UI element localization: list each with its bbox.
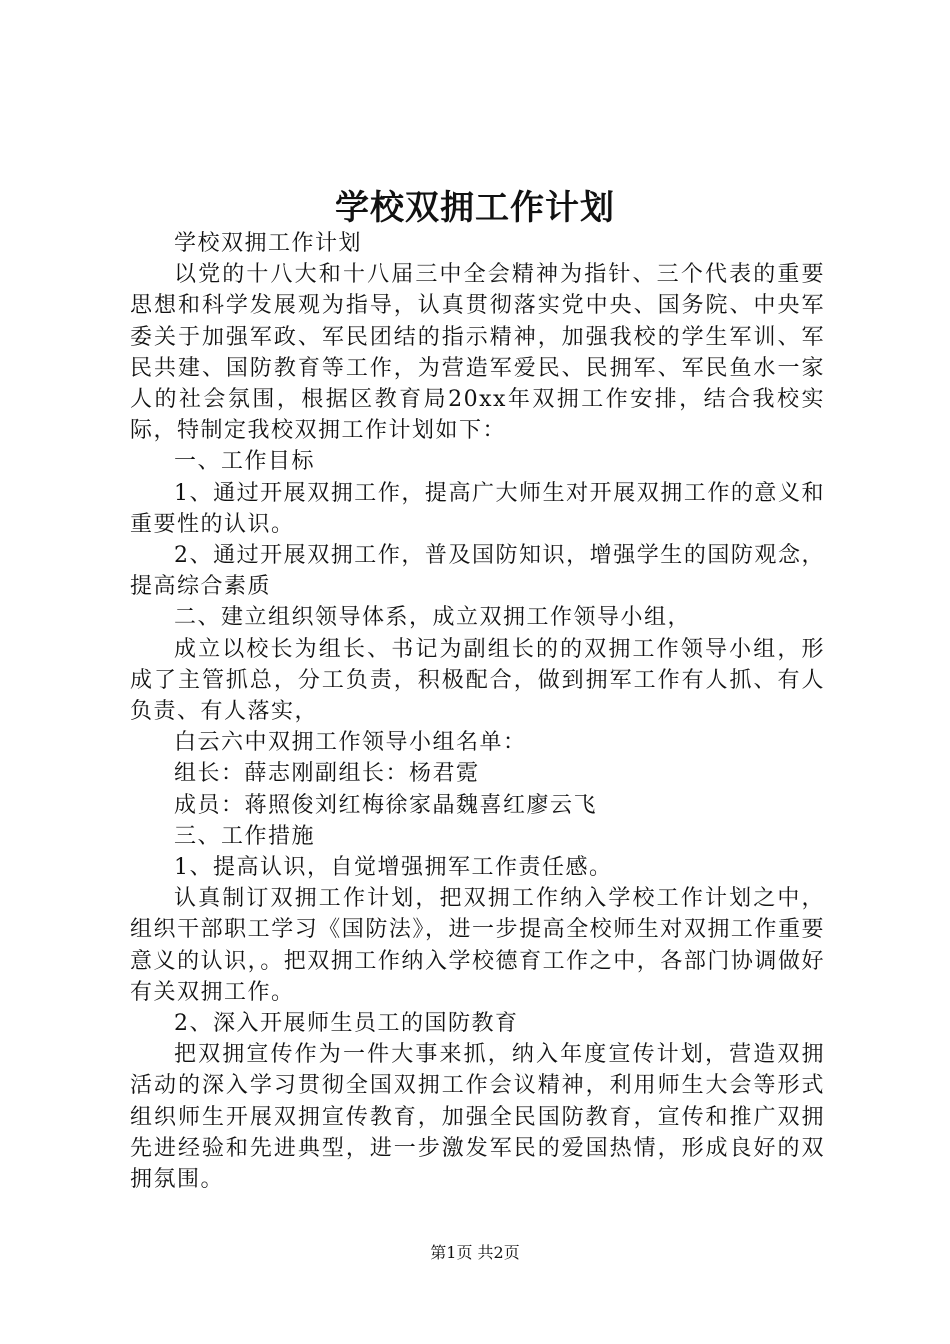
paragraph-organization: 成立以校长为组长、书记为副组长的的双拥工作领导小组，形成了主管抓总，分工负责，积极配合，做到拥军工作有人抓、有人负责、有人落实， [130,636,825,725]
paragraph-leaders: 组长：薛志刚副组长：杨君霓 [174,761,480,787]
paragraph-goal-1: 1、通过开展双拥工作，提高广大师生对开展双拥工作的意义和重要性的认识。 [130,480,825,537]
paragraph-member-list-heading: 白云六中双拥工作领导小组名单： [174,730,527,756]
paragraph-heading: 学校双拥工作计划 [174,231,363,256]
paragraph-intro: 以党的十八大和十八届三中全会精神为指针、三个代表的重要思想和科学发展观为指导，认真贯彻落实党中央、国务院、中央军委关于加强军政、军民团结的指示精神，加强我校的学生军训、军民共建、国防教育等工作，为营造军爱民、民拥军、军民鱼水一家人的社会氛围，根据区教育局20xx年双拥工作安排，结合我校实际，特制定我校双拥工作计划如下： [130,262,825,444]
paragraph-measure-2: 2、深入开展师生员工的国防教育 [174,1011,519,1037]
page-footer: 第1页 共2页 [430,1243,520,1262]
paragraph-measure-2-detail: 把双拥宣传作为一件大事来抓，纳入年度宣传计划，营造双拥活动的深入学习贯彻全国双拥工作会议精神，利用师生大会等形式组织师生开展双拥宣传教育，加强全民国防教育，宣传和推广双拥先进经验和先进典型，进一步激发军民的爱国热情，形成良好的双拥氛围。 [130,1042,825,1193]
document-body [130,228,825,1195]
section-heading-organization: 二、建立组织领导体系，成立双拥工作领导小组， [174,605,692,631]
paragraph-goal-2: 2、通过开展双拥工作，普及国防知识，增强学生的国防观念，提高综合素质 [130,543,825,600]
document-title: 学校双拥工作计划 [335,188,615,228]
paragraph-measure-1-detail: 认真制订双拥工作计划，把双拥工作纳入学校工作计划之中，组织干部职工学习《国防法》，进一步提高全校师生对双拥工作重要意义的认识，。把双拥工作纳入学校德育工作之中，各部门协调做好有关双拥工作。 [130,886,825,1005]
paragraph-measure-1: 1、提高认识，自觉增强拥军工作责任感。 [174,855,613,881]
section-heading-measures: 三、工作措施 [174,823,316,849]
section-heading-goals: 一、工作目标 [174,449,316,475]
paragraph-members: 成员：蒋照俊刘红梅徐家晶魏喜红廖云飞 [174,792,598,818]
